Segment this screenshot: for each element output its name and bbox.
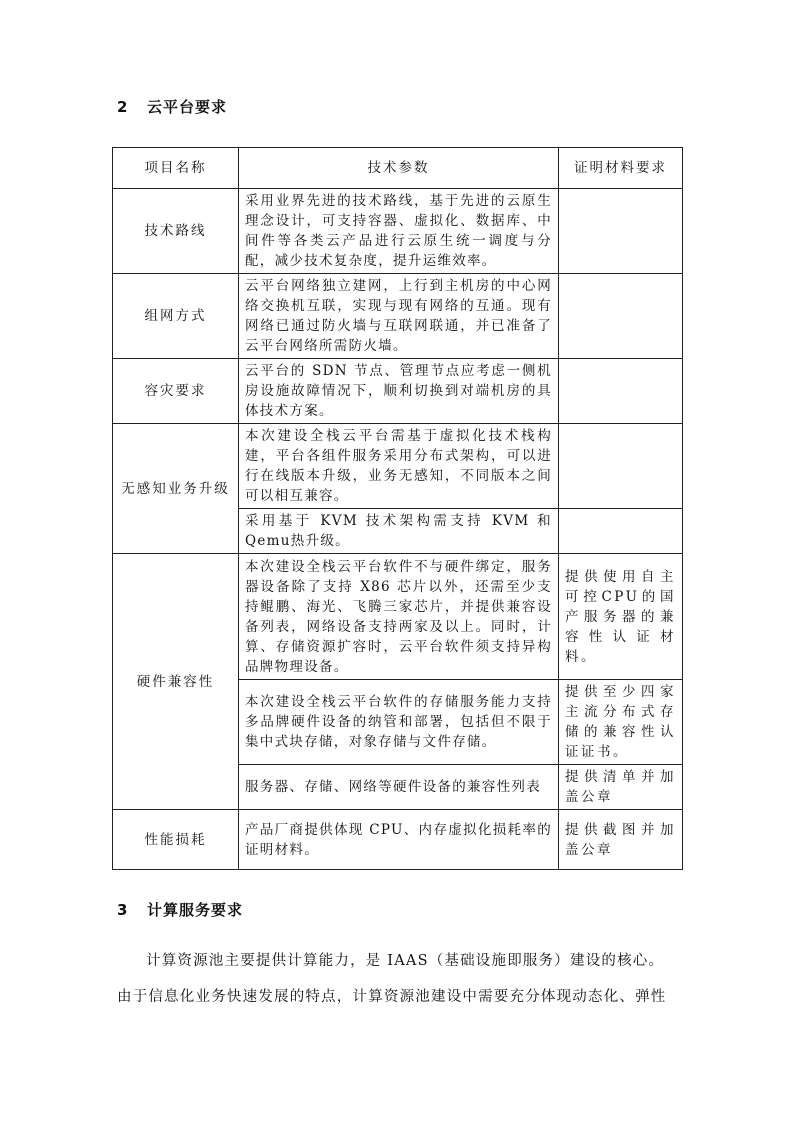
tech-param-cell: 服务器、存储、网络等硬件设备的兼容性列表 <box>239 765 559 810</box>
paragraph-line-1: 计算资源池主要提供计算能力，是 IAAS（基础设施即服务）建设的核心。 <box>146 953 665 969</box>
tech-param-cell: 云平台网络独立建网，上行到主机房的中心网络交换机互联，实现与现有网络的互通。现有网络已通过防火墙与互联网联通，并已准备了云平台网络所需防火墙。 <box>239 274 559 359</box>
item-name-cell: 技术路线 <box>113 189 239 274</box>
section-2-heading <box>117 96 227 117</box>
header-proof-materials: 证明材料要求 <box>559 148 683 189</box>
paragraph-line-2: 由于信息化业务快速发展的特点，计算资源池建设中需要充分体现动态化、弹性 <box>117 989 667 1005</box>
table-row <box>113 189 683 274</box>
item-name-cell: 无感知业务升级 <box>113 424 239 554</box>
header-tech-params: 技术参数 <box>239 148 559 189</box>
table-row <box>113 810 683 870</box>
proof-cell: 提供截图并加盖公章 <box>559 810 683 870</box>
table-row <box>113 274 683 359</box>
tech-param-cell: 采用业界先进的技术路线，基于先进的云原生理念设计，可支持容器、虚拟化、数据库、中间件等各类云产品进行云原生统一调度与分配，减少技术复杂度，提升运维效率。 <box>239 189 559 274</box>
proof-cell: 提供清单并加盖公章 <box>559 765 683 810</box>
tech-param-cell: 本次建设全栈云平台需基于虚拟化技术栈构建，平台各组件服务采用分布式架构，可以进行在线版本升级，业务无感知，不同版本之间可以相互兼容。 <box>239 424 559 509</box>
section-title: 云平台要求 <box>147 98 228 116</box>
proof-cell <box>559 509 683 554</box>
item-name-cell: 容灾要求 <box>113 359 239 424</box>
section-number: 2 <box>117 98 129 116</box>
tech-param-cell: 采用基于 KVM 技术架构需支持 KVM 和 Qemu热升级。 <box>239 509 559 554</box>
section-title: 计算服务要求 <box>147 901 244 919</box>
proof-cell: 提供使用自主可控CPU的国产服务器的兼容性认证材料。 <box>559 554 683 680</box>
table-row <box>113 424 683 509</box>
proof-cell <box>559 424 683 509</box>
requirements-table <box>112 147 683 870</box>
section-3-heading <box>117 899 243 920</box>
section-number: 3 <box>117 901 129 919</box>
table-header-row <box>113 148 683 189</box>
table-row <box>113 359 683 424</box>
tech-param-cell: 本次建设全栈云平台软件的存储服务能力支持多品牌硬件设备的纳管和部署，包括但不限于集中式块存储，对象存储与文件存储。 <box>239 680 559 765</box>
tech-param-cell: 产品厂商提供体现 CPU、内存虚拟化损耗率的证明材料。 <box>239 810 559 870</box>
proof-cell <box>559 359 683 424</box>
item-name-cell: 组网方式 <box>113 274 239 359</box>
proof-cell: 提供至少四家主流分布式存储的兼容性认证证书。 <box>559 680 683 765</box>
item-name-cell: 性能损耗 <box>113 810 239 870</box>
proof-cell <box>559 189 683 274</box>
table-row <box>113 554 683 680</box>
header-item-name: 项目名称 <box>113 148 239 189</box>
item-name-cell: 硬件兼容性 <box>113 554 239 810</box>
tech-param-cell: 云平台的 SDN 节点、管理节点应考虑一侧机房设施故障情况下，顺利切换到对端机房的具体技术方案。 <box>239 359 559 424</box>
tech-param-cell: 本次建设全栈云平台软件不与硬件绑定，服务器设备除了支持 X86 芯片以外，还需至少支持鲲鹏、海光、飞腾三家芯片，并提供兼容设备列表，网络设备支持两家及以上。同时，计算、存储资源扩容时，云平台软件须支持异构品牌物理设备。 <box>239 554 559 680</box>
proof-cell <box>559 274 683 359</box>
